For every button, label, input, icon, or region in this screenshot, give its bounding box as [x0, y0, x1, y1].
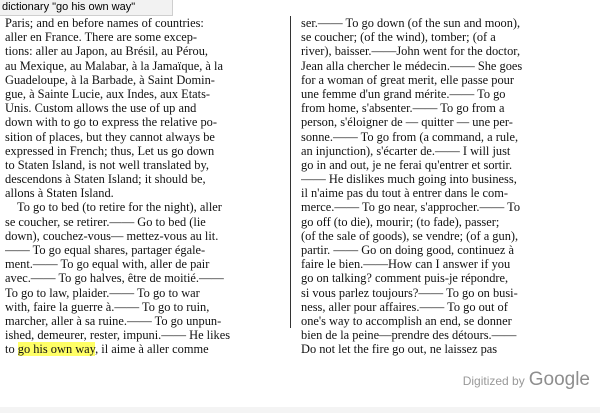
- text-line: Unis. Custom allows the use of up and: [5, 101, 197, 116]
- text-line: ness, aller pour affaires.—— To go out of: [301, 299, 508, 314]
- text-line: —— To go equal shares, partager égale-: [5, 243, 206, 257]
- digitized-by-credit: [463, 369, 590, 391]
- text-line: merce.—— To go near, s'approcher.—— To: [301, 200, 521, 215]
- text-line: tions: aller au Japon, au Brésil, au Pérou,: [5, 44, 209, 59]
- text-line: one's way to accomplish an end, se donner: [301, 313, 512, 328]
- text-line: partir. —— Go on doing good, continuez à: [301, 243, 515, 257]
- text-line: sition of places, but they cannot always be: [5, 129, 215, 144]
- text-line: aller en France. There are some excep-: [5, 30, 198, 45]
- right-column: [301, 16, 571, 357]
- text-line: marcher, aller à sa ruine.—— To go unpun-: [5, 313, 222, 328]
- text-line: bien de la peine—prendre des détours.——: [301, 328, 517, 343]
- text-line: Do not let the fire go out, ne laissez pas: [301, 342, 498, 357]
- text-line: se coucher, se retirer.—— Go to bed (lie: [5, 214, 206, 229]
- text-fragment: , il aime à aller comme: [95, 342, 209, 357]
- text-line: sonne.—— To go from (a command, a rule,: [301, 129, 519, 144]
- text-line: person, s'éloigner de — quitter — une per-: [301, 115, 513, 130]
- text-line: go off (to die), mourir; (to fade), passer;: [301, 214, 500, 229]
- google-logo: Google: [528, 369, 590, 390]
- window-title: dictionary "go his own way": [0, 0, 173, 16]
- text-line: au Mexique, au Malabar, à la Jamaïque, à la: [5, 58, 223, 73]
- text-line: down with to go to express the relative po-: [5, 115, 217, 130]
- text-line: with, faire la guerre à.—— To go to ruin,: [5, 299, 210, 314]
- text-line: for a woman of great merit, elle passe pour: [301, 72, 514, 87]
- text-line: descendons à Staten Island; it should be,: [5, 172, 206, 187]
- text-line: ished, demeurer, rester, impuni.—— He likes: [5, 328, 231, 343]
- text-line: —— He dislikes much going into business,: [301, 172, 517, 187]
- text-line: ser.—— To go down (of the sun and moon),: [301, 16, 521, 30]
- left-column: [5, 16, 283, 357]
- text-line-last: [5, 342, 283, 356]
- text-line: Paris; and en before names of countries:: [5, 16, 204, 30]
- text-line: une femme d'un grand mérite.—— To go: [301, 86, 506, 101]
- text-line: from home, s'absenter.—— To go from a: [301, 101, 505, 116]
- text-line: Guadeloupe, à la Barbade, à Saint Domin-: [5, 72, 215, 87]
- credit-prefix: Digitized by: [462, 374, 525, 388]
- scanned-page: [0, 16, 600, 413]
- text-line: gue, à Sainte Lucie, aux Indes, aux Etats-: [5, 86, 211, 101]
- text-line: expressed in French; thus, Let us go down: [5, 143, 215, 158]
- column-divider: [290, 16, 291, 328]
- text-line: avec.—— To go halves, être de moitié.——: [5, 271, 224, 286]
- text-line: down), couchez-vous— mettez-vous au lit.: [5, 228, 219, 243]
- search-highlight: go his own way: [17, 342, 96, 357]
- text-line: ment.—— To go equal with, aller de pair: [5, 257, 210, 272]
- text-line: Jean alla chercher le médecin.—— She goes: [301, 58, 523, 73]
- text-line: faire le bien.——How can I answer if you: [301, 257, 511, 272]
- text-line: se coucher; (of the wind), tomber; (of a: [301, 30, 496, 45]
- text-line: an injunction), s'écarter de.—— I will just: [301, 143, 511, 158]
- text-line: To go to bed (to retire for the night), aller: [17, 200, 222, 215]
- text-line: si vous parlez toujours?—— To go on busi-: [301, 285, 518, 300]
- text-fragment: to: [5, 342, 18, 357]
- text-line: To go to law, plaider.—— To go to war: [5, 285, 200, 300]
- text-line: il n'aime pas du tout à entrer dans le com-: [301, 186, 508, 201]
- text-line: (of the sale of goods), se vendre; (of a gun),: [301, 228, 519, 243]
- text-line: river), baisser.——John went for the doctor,: [301, 44, 521, 59]
- text-line: go in and out, je ne ferai qu'entrer et sortir.: [301, 157, 513, 172]
- bottom-rule: [0, 407, 600, 413]
- text-line: allons à Staten Island.: [5, 186, 114, 201]
- text-line: go on talking? comment puis-je répondre,: [301, 271, 509, 286]
- text-line: to Staten Island, is not well translated by,: [5, 157, 209, 172]
